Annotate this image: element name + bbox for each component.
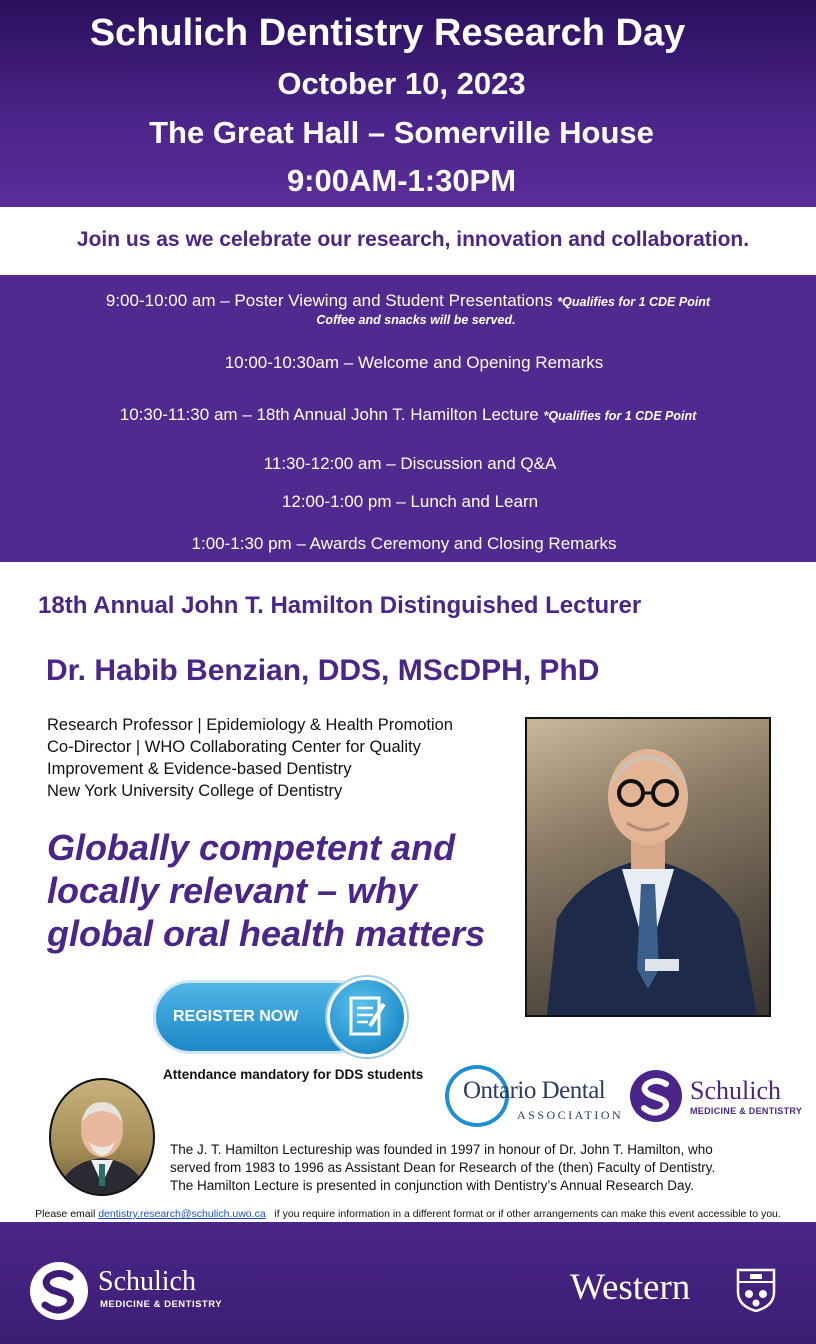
register-form-icon[interactable] (327, 977, 407, 1057)
cde-note: *Qualifies for 1 CDE Point (557, 295, 711, 309)
western-wordmark: Western (570, 1267, 691, 1308)
oda-name: Ontario Dental (463, 1077, 606, 1104)
footer-schulich-name: Schulich (98, 1266, 196, 1297)
schedule-item-subnote: Coffee and snacks will be served. (316, 313, 516, 327)
schedule-item: 1:00-1:30 pm – Awards Ceremony and Closing Remarks (191, 534, 617, 553)
schedule-item (0, 405, 816, 425)
hamilton-line: served from 1983 to 1996 as Assistant Dean for Research of the (then) Faculty of Dentistry. (170, 1160, 716, 1175)
contact-note (0, 1208, 816, 1220)
schulich-logo (630, 1070, 803, 1124)
register-label[interactable]: REGISTER NOW (173, 1008, 299, 1025)
s-mark-glyph (30, 1262, 88, 1320)
ontario-dental-association-logo (445, 1063, 624, 1129)
lecture-title (47, 826, 485, 955)
hamilton-illustration (51, 1080, 153, 1194)
schedule-item-text: 10:30-11:30 am – 18th Annual John T. Hamilton Lecture (119, 405, 544, 424)
schedule-item-text: 9:00-10:00 am – Poster Viewing and Student Presentations (105, 291, 558, 310)
schedule-panel (0, 275, 816, 562)
attendance-note: Attendance mandatory for DDS students (163, 1067, 424, 1082)
hamilton-portrait (49, 1078, 155, 1196)
contact-prefix: Please email (35, 1208, 99, 1220)
footer-banner (0, 1222, 816, 1344)
lecturer-heading: 18th Annual John T. Hamilton Distinguished Lecturer (38, 592, 642, 619)
schulich-s-icon (30, 1262, 88, 1320)
lecturer-name: Dr. Habib Benzian, DDS, MScDPH, PhD (46, 654, 600, 687)
hamilton-lectureship-description (170, 1141, 715, 1195)
credential-line: Research Professor | Epidemiology & Health Promotion (47, 716, 453, 734)
credential-line: Co-Director | WHO Collaborating Center for Quality (47, 738, 421, 756)
schedule-item: 10:00-10:30am – Welcome and Opening Remarks (224, 353, 604, 372)
footer-schulich-subtitle: MEDICINE & DENTISTRY (100, 1299, 223, 1310)
portrait-illustration (527, 719, 769, 1015)
s-mark-glyph (630, 1070, 682, 1122)
lecture-title-line: Globally competent and (47, 827, 456, 868)
schedule-item: 11:30-12:00 am – Discussion and Q&A (263, 454, 557, 473)
oda-subtitle: ASSOCIATION (517, 1108, 624, 1122)
event-title: Schulich Dentistry Research Day (89, 12, 686, 54)
lecture-title-line: locally relevant – why (47, 870, 418, 911)
event-venue: The Great Hall – Somerville House (149, 115, 654, 150)
tagline: Join us as we celebrate our research, innovation and collaboration. (76, 228, 750, 251)
credential-line: New York University College of Dentistry (47, 782, 343, 800)
header-banner (0, 0, 816, 207)
lecture-title-line: global oral health matters (47, 913, 486, 954)
event-time: 9:00AM-1:30PM (286, 163, 517, 198)
lecturer-credentials (47, 714, 453, 802)
contact-email-link[interactable]: dentistry.research@schulich.uwo.ca (98, 1208, 266, 1220)
credential-line: Improvement & Evidence-based Dentistry (47, 760, 352, 778)
western-crest-icon (736, 1268, 776, 1312)
hamilton-line: The Hamilton Lecture is presented in conjunction with Dentistry’s Annual Research Day. (170, 1178, 695, 1193)
schulich-name: Schulich (690, 1076, 781, 1105)
schedule-item: 12:00-1:00 pm – Lunch and Learn (281, 492, 539, 511)
edit-document-icon (330, 980, 404, 1054)
hamilton-line: The J. T. Hamilton Lectureship was founded in 1997 in honour of Dr. John T. Hamilton, who (170, 1142, 713, 1157)
lecturer-portrait (525, 717, 771, 1017)
contact-suffix: if you require information in a different format or if other arrangements can make this event accessible to you. (265, 1208, 781, 1220)
schulich-subtitle: MEDICINE & DENTISTRY (690, 1106, 803, 1116)
schedule-item (0, 291, 816, 311)
register-now-button[interactable] (153, 977, 409, 1061)
schulich-s-icon (630, 1070, 682, 1122)
cde-note: *Qualifies for 1 CDE Point (543, 409, 697, 423)
event-date: October 10, 2023 (277, 66, 526, 101)
